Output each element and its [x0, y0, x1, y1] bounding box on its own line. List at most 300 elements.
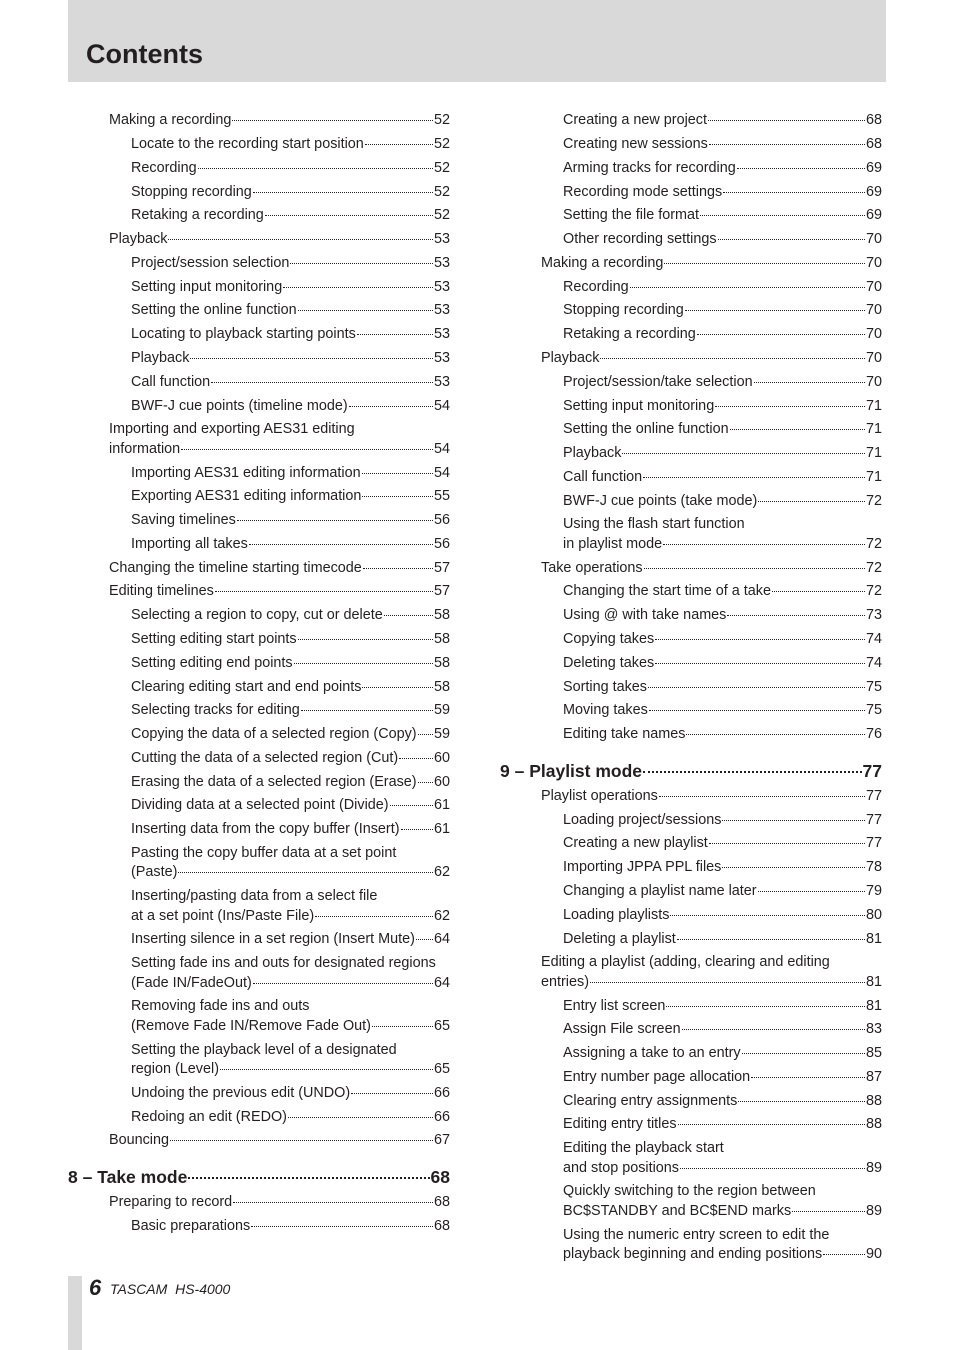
toc-entry-line [131, 397, 450, 416]
toc-entry-line [131, 863, 450, 882]
toc-entry-line [563, 858, 882, 877]
toc-entry-line [131, 630, 450, 649]
toc-entry-line [131, 487, 450, 506]
toc-entry-line [563, 906, 882, 925]
toc-entry-title: Setting input monitoring [563, 397, 715, 414]
toc-entry-page-number: 71 [865, 468, 882, 485]
toc-entry-page-number: 52 [433, 183, 450, 200]
toc-entry[interactable] [68, 204, 450, 228]
toc-entry-title-line: Setting the playback level of a designated [131, 1041, 397, 1058]
dot-leader [390, 804, 433, 806]
toc-entry-line [131, 930, 450, 949]
dot-leader [742, 1052, 865, 1054]
toc-entry-page-number: 59 [433, 726, 450, 743]
toc-entry-page-number: 68 [433, 1217, 450, 1234]
dot-leader [792, 1210, 865, 1212]
footer-bar [68, 1276, 82, 1350]
toc-entry-page-number: 88 [865, 1116, 882, 1133]
dot-leader [362, 686, 433, 688]
toc-entry-line [131, 1017, 450, 1036]
toc-entry-page-number: 77 [862, 760, 882, 781]
toc-entry-title: Sorting takes [563, 678, 647, 695]
toc-entry-line [131, 1108, 450, 1127]
toc-entry-line [131, 1060, 450, 1079]
toc-entry-page-number: 85 [865, 1045, 882, 1062]
toc-entry-page-number: 81 [865, 930, 882, 947]
toc-entry[interactable] [500, 275, 882, 299]
toc-entry[interactable] [68, 580, 450, 604]
toc-entry-title: at a set point (Ins/Paste File) [131, 907, 315, 924]
toc-entry-page-number: 58 [433, 631, 450, 647]
toc-entry[interactable] [68, 109, 450, 133]
toc-entry-page-number: 65 [433, 1060, 450, 1077]
toc-chapter-heading[interactable] [500, 747, 882, 785]
toc-entry[interactable] [500, 1018, 882, 1042]
toc-entry-title: Playlist operations [541, 787, 658, 804]
toc-entry[interactable] [68, 928, 450, 952]
toc-entry-title-line: Using the flash start function [563, 516, 745, 533]
toc-entry-title: Inserting silence in a set region (Insert Mute) [131, 931, 415, 948]
toc-entry-line [131, 325, 450, 344]
dot-leader [600, 357, 865, 359]
dot-leader [630, 286, 865, 288]
dot-leader [643, 770, 862, 773]
toc-entry-page-number: 81 [865, 997, 882, 1014]
toc-entry[interactable] [500, 1223, 882, 1266]
dot-leader [301, 709, 433, 711]
toc-entry-page-number: 76 [865, 726, 882, 743]
dot-leader [590, 981, 865, 983]
dot-leader [666, 1005, 865, 1007]
toc-entry-title-line: Importing and exporting AES31 editing [109, 421, 355, 438]
toc-entry-page-number: 69 [865, 159, 882, 176]
dot-leader [723, 191, 865, 193]
toc-entry-page-number: 53 [433, 231, 450, 248]
toc-entry[interactable] [500, 490, 882, 514]
dot-leader [678, 1123, 865, 1125]
dot-leader [265, 214, 433, 216]
toc-entry[interactable] [500, 856, 882, 880]
toc-entry[interactable] [500, 699, 882, 723]
dot-leader [357, 333, 433, 335]
dot-leader [315, 915, 433, 917]
toc-entry[interactable] [500, 785, 882, 809]
toc-entry-line [563, 1202, 882, 1221]
toc-entry-line [131, 464, 450, 483]
toc-entry[interactable] [500, 604, 882, 628]
toc-entry-line [563, 1115, 882, 1134]
toc-entry-page-number: 58 [433, 607, 450, 624]
toc-entry[interactable] [500, 371, 882, 395]
toc-entry-page-number: 52 [433, 159, 450, 176]
toc-entry-line [563, 1092, 882, 1111]
dot-leader [416, 938, 433, 940]
toc-entry-title: Setting the online function [563, 421, 729, 438]
toc-entry-line [563, 535, 882, 554]
toc-entry[interactable] [68, 418, 450, 461]
toc-entry[interactable] [68, 180, 450, 204]
dot-leader [220, 1068, 433, 1070]
toc-entry-page-number: 64 [433, 974, 450, 991]
toc-entry-line [131, 278, 450, 297]
toc-entry[interactable] [68, 252, 450, 276]
toc-entry-title: BWF-J cue points (take mode) [563, 492, 758, 509]
toc-entry-line [563, 135, 882, 154]
toc-entry[interactable] [68, 509, 450, 533]
toc-entry[interactable] [68, 133, 450, 157]
toc-entry-title: playback beginning and ending positions [563, 1246, 823, 1263]
toc-entry-page-number: 87 [865, 1068, 882, 1085]
toc-entry-page-number: 54 [433, 440, 450, 457]
toc-entry-line [131, 206, 450, 225]
toc-entry-line [131, 135, 450, 154]
toc-entry-line [68, 1166, 450, 1188]
toc-entry[interactable] [68, 485, 450, 509]
toc-entry[interactable] [500, 904, 882, 928]
toc-entry[interactable] [68, 1191, 450, 1215]
toc-entry-line [563, 183, 882, 202]
dot-leader [298, 638, 433, 640]
toc-entry[interactable] [500, 347, 882, 371]
toc-entry[interactable] [68, 556, 450, 580]
dot-leader [294, 662, 433, 664]
dot-leader [362, 472, 433, 474]
toc-entry-title-line: Pasting the copy buffer data at a set point [131, 845, 397, 862]
toc-entry-title: Bouncing [109, 1132, 170, 1149]
toc-entry-page-number: 56 [433, 535, 450, 552]
toc-entry-title: Entry number page allocation [563, 1068, 751, 1085]
toc-entry-line [563, 1159, 882, 1178]
toc-entry-page-number: 53 [433, 350, 450, 366]
toc-entry-line [131, 654, 450, 673]
dot-leader [722, 819, 865, 821]
toc-entry-page-number: 81 [865, 973, 882, 990]
toc-entry-page-number: 59 [433, 702, 450, 719]
toc-entry-title: and stop positions [563, 1159, 680, 1176]
toc-entry[interactable] [68, 323, 450, 347]
toc-entry-page-number: 53 [433, 326, 450, 343]
toc-entry-page-number: 70 [865, 278, 882, 295]
toc-entry-title: Clearing entry assignments [563, 1092, 738, 1109]
toc-entry-line [563, 159, 882, 178]
toc-entry-line [563, 1068, 882, 1087]
toc-entry[interactable] [68, 299, 450, 323]
toc-entry-page-number: 73 [865, 607, 882, 624]
toc-entry-title: Moving takes [563, 702, 648, 719]
toc-entry-page-number: 75 [865, 678, 882, 695]
toc-entry[interactable] [68, 747, 450, 771]
toc-entry[interactable] [500, 1042, 882, 1066]
toc-entry-title: (Fade IN/FadeOut) [131, 974, 252, 991]
toc-entry-title: Stopping recording [131, 183, 252, 200]
toc-entry-title: Loading project/sessions [563, 811, 722, 828]
toc-entry-line [131, 1084, 450, 1103]
toc-entry[interactable] [500, 1066, 882, 1090]
toc-entry-page-number: 80 [865, 906, 882, 923]
toc-entry-title: Other recording settings [563, 231, 717, 248]
toc-entry-title: Stopping recording [563, 302, 684, 319]
toc-entry[interactable] [68, 1105, 450, 1129]
toc-entry[interactable] [500, 951, 882, 994]
toc-entry[interactable] [500, 204, 882, 228]
dot-leader [418, 733, 433, 735]
dot-leader [168, 238, 433, 240]
toc-entry-page-number: 66 [433, 1084, 450, 1101]
toc-entry-page-number: 70 [865, 326, 882, 343]
toc-entry[interactable] [68, 1038, 450, 1081]
toc-entry-page-number: 65 [433, 1017, 450, 1034]
toc-entry[interactable] [68, 675, 450, 699]
toc-entry[interactable] [500, 723, 882, 747]
toc-entry-title: Call function [131, 373, 211, 390]
toc-entry[interactable] [68, 604, 450, 628]
toc-entry-title: Arming tracks for recording [563, 159, 736, 176]
toc-entry-page-number: 58 [433, 654, 450, 671]
dot-leader [365, 143, 433, 145]
header-band [68, 0, 886, 82]
toc-entry-title: Clearing editing start and end points [131, 678, 362, 695]
toc-entry[interactable] [500, 1137, 882, 1180]
toc-entry-title-line: Editing a playlist (adding, clearing and editing [541, 954, 830, 971]
toc-entry[interactable] [500, 1113, 882, 1137]
toc-entry-line [563, 1044, 882, 1063]
toc-entry-line [500, 760, 882, 782]
dot-leader [708, 119, 865, 121]
dot-leader [718, 238, 865, 240]
toc-entry[interactable] [68, 652, 450, 676]
toc-entry-line [109, 582, 450, 601]
toc-entry[interactable] [500, 1090, 882, 1114]
toc-entry-line [563, 468, 882, 487]
toc-entry[interactable] [68, 157, 450, 181]
toc-entry[interactable] [68, 995, 450, 1038]
toc-entry-page-number: 61 [433, 797, 450, 814]
toc-entry-line [563, 420, 882, 439]
toc-entry[interactable] [68, 842, 450, 885]
toc-entry-line [563, 444, 882, 463]
toc-entry-line [563, 997, 882, 1016]
dot-leader [401, 828, 433, 830]
toc-entry-line [563, 811, 882, 830]
dot-leader [288, 1116, 433, 1118]
toc-entry-page-number: 58 [433, 678, 450, 695]
toc-entry[interactable] [500, 994, 882, 1018]
dot-leader [251, 1225, 433, 1227]
toc-entry-page-number: 71 [865, 445, 882, 462]
toc-entry-title-line: Setting fade ins and outs for designated regions [131, 955, 436, 972]
dot-leader [181, 448, 433, 450]
toc-entry-page-number: 54 [433, 397, 450, 414]
toc-entry[interactable] [500, 652, 882, 676]
dot-leader [664, 262, 865, 264]
toc-entry-title: (Paste) [131, 864, 178, 881]
toc-entry-title: Using @ with take names [563, 607, 727, 624]
toc-entry[interactable] [68, 533, 450, 557]
toc-entry-page-number: 61 [433, 821, 450, 838]
toc-entry-page-number: 67 [433, 1132, 450, 1149]
toc-entry[interactable] [68, 818, 450, 842]
toc-entry-title: Inserting data from the copy buffer (Insert) [131, 821, 400, 838]
toc-entry[interactable] [68, 371, 450, 395]
toc-entry-page-number: 71 [865, 397, 882, 414]
toc-entry[interactable] [68, 723, 450, 747]
toc-entry-line [541, 559, 882, 578]
toc-entry-page-number: 70 [865, 254, 882, 271]
toc-entry[interactable] [500, 466, 882, 490]
toc-entry[interactable] [68, 794, 450, 818]
dot-leader [349, 405, 433, 407]
toc-entry[interactable] [500, 180, 882, 204]
toc-entry-title: Playback [131, 350, 190, 366]
dot-leader [686, 733, 865, 735]
toc-entry-line [563, 701, 882, 720]
toc-entry-page-number: 56 [433, 512, 450, 529]
toc-entry[interactable] [500, 513, 882, 556]
toc-entry[interactable] [500, 580, 882, 604]
toc-entry[interactable] [68, 1215, 450, 1239]
toc-entry-line [541, 973, 882, 992]
toc-entry[interactable] [500, 252, 882, 276]
toc-entry-line [131, 749, 450, 768]
toc-entry-line [131, 701, 450, 720]
toc-entry-page-number: 70 [865, 373, 882, 390]
toc-entry-title: information [109, 440, 181, 457]
toc-entry-title: Copying takes [563, 631, 655, 647]
dot-leader [730, 428, 865, 430]
toc-entry-line [131, 820, 450, 839]
toc-entry-page-number: 68 [433, 1194, 450, 1211]
toc-entry-title: Erasing the data of a selected region (Erase) [131, 773, 417, 790]
toc-entry-line [563, 678, 882, 697]
toc-entry-title: Exporting AES31 editing information [131, 488, 362, 505]
toc-entry-page-number: 68 [430, 1166, 450, 1187]
toc-entry-page-number: 62 [433, 864, 450, 881]
dot-leader [290, 262, 433, 264]
toc-entry-title: Assign File screen [563, 1021, 681, 1038]
toc-entry[interactable] [68, 885, 450, 928]
toc-entry-page-number: 52 [433, 112, 450, 129]
toc-entry-page-number: 74 [865, 654, 882, 671]
toc-entry[interactable] [500, 809, 882, 833]
toc-entry[interactable] [500, 418, 882, 442]
toc-entry[interactable] [500, 880, 882, 904]
toc-entry-title: Making a recording [109, 112, 232, 129]
toc-entry-title: Editing take names [563, 726, 686, 743]
dot-leader [233, 1201, 433, 1203]
toc-entry-title: Retaking a recording [131, 207, 264, 224]
toc-entry[interactable] [68, 952, 450, 995]
toc-entry[interactable] [68, 1082, 450, 1106]
toc-entry-line [563, 111, 882, 130]
toc-entry[interactable] [500, 442, 882, 466]
toc-entry-title: Recording mode settings [563, 183, 723, 200]
toc-entry[interactable] [68, 628, 450, 652]
dot-leader [643, 476, 865, 478]
dot-leader [715, 405, 865, 407]
toc-entry-title: Creating a new project [563, 112, 707, 129]
toc-entry-line [131, 1217, 450, 1236]
toc-entry-title: Project/session/take selection [563, 373, 753, 390]
toc-entry-title: Locate to the recording start position [131, 135, 364, 152]
toc-entry[interactable] [68, 771, 450, 795]
toc-entry-title: region (Level) [131, 1060, 219, 1077]
dot-leader [659, 795, 865, 797]
toc-entry[interactable] [68, 699, 450, 723]
toc-entry[interactable] [500, 675, 882, 699]
toc-entry-title: Changing the start time of a take [563, 583, 771, 600]
toc-entry-line [131, 254, 450, 273]
toc-entry-line [131, 159, 450, 178]
toc-entry[interactable] [500, 323, 882, 347]
toc-entry[interactable] [500, 628, 882, 652]
dot-leader [680, 1167, 865, 1169]
toc-entry[interactable] [68, 461, 450, 485]
toc-entry-title: Basic preparations [131, 1217, 251, 1234]
toc-entry[interactable] [500, 299, 882, 323]
toc-entry-title: Redoing an edit (REDO) [131, 1108, 287, 1125]
toc-entry-page-number: 78 [865, 859, 882, 876]
toc-entry-title: Preparing to record [109, 1194, 233, 1211]
toc-entry-title: Changing a playlist name later [563, 883, 757, 900]
toc-chapter-heading[interactable] [68, 1153, 450, 1191]
toc-entry-line [563, 725, 882, 744]
toc-entry[interactable] [500, 228, 882, 252]
dot-leader [823, 1253, 865, 1255]
toc-entry-title: Take operations [541, 559, 643, 576]
toc-entry-line [109, 559, 450, 578]
toc-entry-title: Setting input monitoring [131, 278, 283, 295]
toc-entry[interactable] [68, 394, 450, 418]
toc-entry[interactable] [500, 157, 882, 181]
toc-entry-line [131, 373, 450, 392]
toc-entry-line [563, 630, 882, 649]
toc-entry-page-number: 70 [865, 231, 882, 248]
toc-entry-line [563, 1020, 882, 1039]
toc-entry[interactable] [68, 1129, 450, 1153]
toc-entry-page-number: 60 [433, 773, 450, 790]
toc-entry[interactable] [68, 347, 450, 371]
toc-entry-line [131, 773, 450, 792]
toc-entry[interactable] [500, 556, 882, 580]
toc-entry-line [131, 974, 450, 993]
dot-leader [372, 1025, 433, 1027]
toc-entry[interactable] [68, 228, 450, 252]
dot-leader [178, 871, 433, 873]
toc-entry[interactable] [68, 275, 450, 299]
toc-entry-page-number: 71 [865, 421, 882, 438]
toc-entry[interactable] [500, 832, 882, 856]
dot-leader [697, 333, 865, 335]
toc-entry[interactable] [500, 927, 882, 951]
dot-leader [754, 381, 865, 383]
toc-entry[interactable] [500, 133, 882, 157]
toc-entry[interactable] [500, 109, 882, 133]
toc-entry-title: Setting the online function [131, 302, 297, 319]
toc-entry-line [131, 535, 450, 554]
dot-leader [198, 167, 433, 169]
toc-entry-title: Dividing data at a selected point (Divide) [131, 797, 389, 814]
dot-leader [648, 686, 865, 688]
toc-entry[interactable] [500, 394, 882, 418]
dot-leader [772, 590, 865, 592]
dot-leader [709, 842, 865, 844]
toc-entry-page-number: 53 [433, 373, 450, 390]
toc-entry-line [563, 582, 882, 601]
dot-leader [751, 1076, 865, 1078]
toc-entry-page-number: 57 [433, 559, 450, 576]
toc-entry-line [563, 325, 882, 344]
toc-entry[interactable] [500, 1180, 882, 1223]
